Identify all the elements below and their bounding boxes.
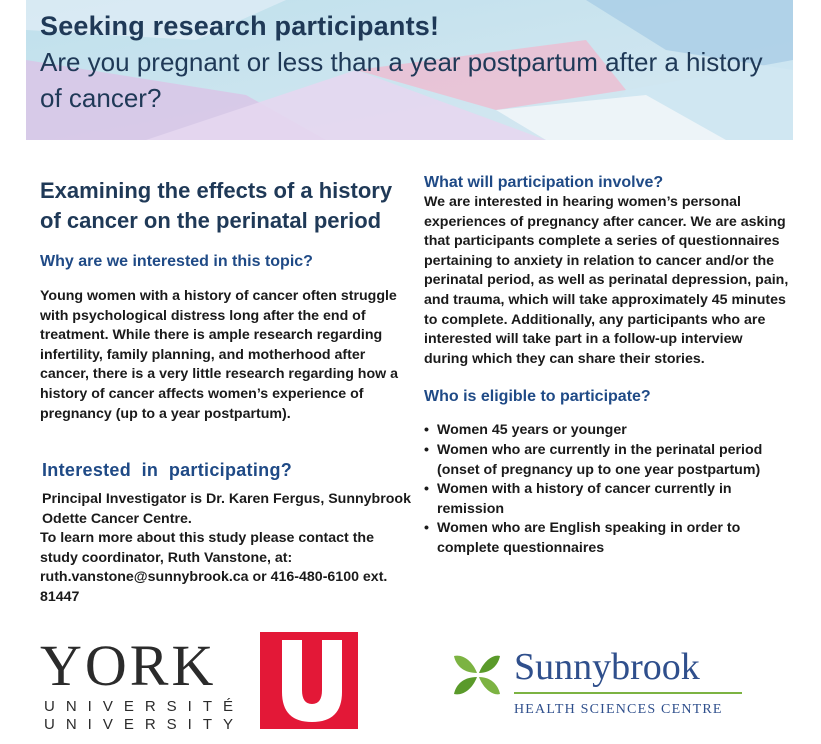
list-item xyxy=(424,480,789,519)
contact-text: To learn more about this study please contact the study coordinator, Ruth Vanstone, at: ruth.vanstone@sunnybrook.ca or 416-480-6100 ext. 81447 xyxy=(40,530,388,605)
banner-headline: Seeking research participants! xyxy=(40,11,440,41)
study-title: Examining the effects of a history of cancer on the perinatal period xyxy=(40,178,393,233)
eligible-heading: Who is eligible to participate? xyxy=(424,388,651,406)
sunnybrook-wordmark: Sunnybrook xyxy=(514,646,700,688)
eligibility-text: Women with a history of cancer currently in remission xyxy=(437,481,732,517)
bullet-icon: • xyxy=(424,441,429,458)
logo-divider xyxy=(514,692,742,694)
eligibility-text: Women who are English speaking in order to complete questionnaires xyxy=(437,520,741,556)
left-column xyxy=(40,176,410,424)
banner-question: Are you pregnant or less than a year postpartum after a history of cancer? xyxy=(40,47,763,113)
eligibility-text: Women 45 years or younger xyxy=(437,422,627,439)
header-banner xyxy=(26,0,793,140)
york-universite-text: UNIVERSITÉ xyxy=(44,698,245,715)
interested-heading: Interested in participating? xyxy=(42,460,293,480)
sunnybrook-subtitle: HEALTH SCIENCES CENTRE xyxy=(514,702,723,717)
involve-heading: What will participation involve? xyxy=(424,174,664,191)
list-item xyxy=(424,441,789,480)
involve-body: We are interested in hearing women’s personal experiences of pregnancy after cancer. We are asking that participants complete a series of questionnaires pertaining to anxiety in relation to cancer and/or the perinatal period, as well as perinatal depression, pain, and trauma, which will take approximately 45 minutes to complete. Additionally, any participants who are interested will take part in a follow-up interview during which they can share their stories. xyxy=(424,194,789,367)
pi-text: Principal Investigator is Dr. Karen Fergus, Sunnybrook Odette Cancer Centre. xyxy=(42,491,411,527)
list-item xyxy=(424,519,789,558)
why-heading: Why are we interested in this topic? xyxy=(40,253,313,270)
york-u-icon xyxy=(260,632,358,729)
bullet-icon: • xyxy=(424,520,429,537)
bullet-icon: • xyxy=(424,422,429,439)
eligibility-list xyxy=(424,421,789,558)
bullet-icon: • xyxy=(424,481,429,498)
york-wordmark: YORK xyxy=(40,633,217,698)
sunnybrook-logo xyxy=(452,648,752,723)
why-body: Young women with a history of cancer often struggle with psychological distress long after the end of treatment. While there is ample research regarding infertility, family planning, and motherhood after cancer, there is a very little research regarding how a history of cancer affects women’s experience of pregnancy (up to a year postpartum). xyxy=(40,288,399,422)
leaf-icon xyxy=(452,650,502,700)
york-university-logo xyxy=(40,632,362,736)
list-item xyxy=(424,421,789,441)
york-university-text: UNIVERSITY xyxy=(44,716,245,733)
contact-section xyxy=(42,459,412,608)
eligibility-text: Women who are currently in the perinatal period (onset of pregnancy up to one year postpartum) xyxy=(437,441,763,478)
right-column xyxy=(424,173,789,559)
